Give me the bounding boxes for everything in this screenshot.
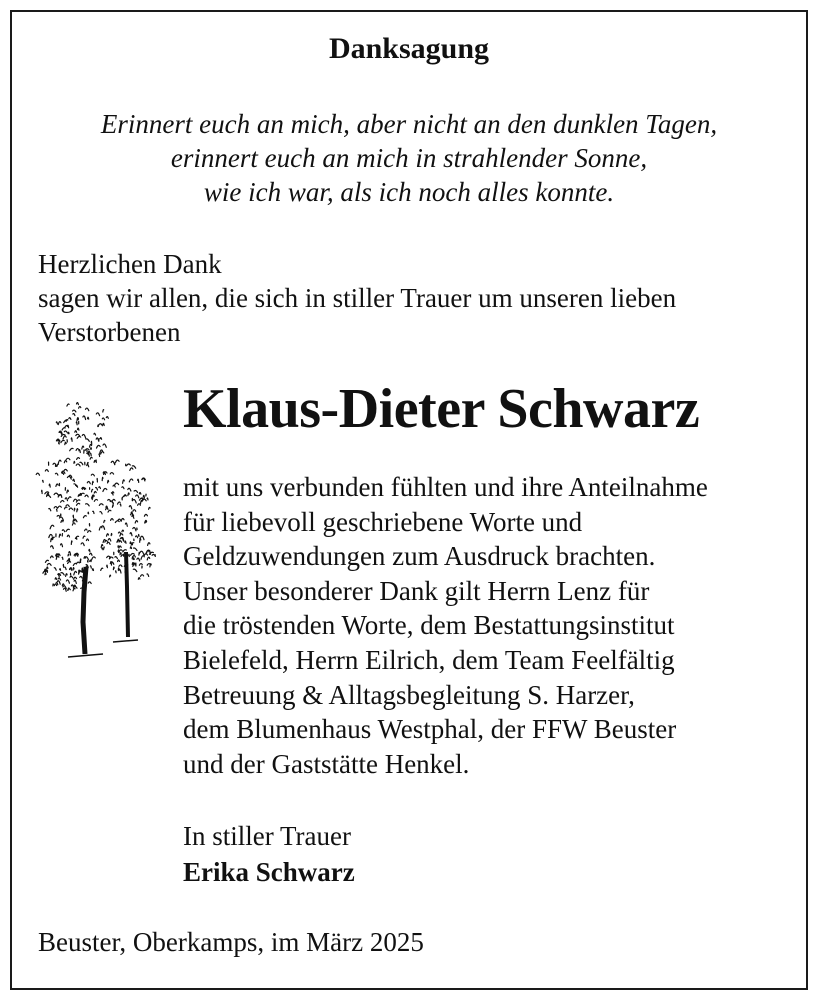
- leaf-stroke: [76, 422, 77, 425]
- leaf-stroke: [94, 491, 96, 493]
- leaf-stroke: [74, 461, 75, 463]
- leaf-stroke: [76, 434, 80, 436]
- leaf-stroke: [111, 519, 114, 521]
- leaf-stroke: [58, 460, 61, 463]
- body-line: für liebevoll geschriebene Worte und: [183, 506, 583, 537]
- leaf-stroke: [65, 498, 67, 501]
- thanks-text: [183, 470, 708, 781]
- leaf-stroke: [130, 468, 133, 471]
- leaf-stroke: [143, 495, 144, 498]
- leaf-stroke: [90, 566, 91, 568]
- leaf-stroke: [83, 536, 85, 538]
- leaf-stroke: [102, 477, 103, 480]
- leaf-stroke: [54, 493, 58, 495]
- leaf-stroke: [118, 539, 119, 542]
- leaf-stroke: [88, 451, 90, 453]
- leaf-stroke: [89, 549, 90, 551]
- leaf-stroke: [86, 504, 90, 506]
- leaf-stroke: [92, 569, 93, 571]
- leaf-stroke: [144, 514, 147, 516]
- leaf-stroke: [80, 576, 82, 578]
- leaf-stroke: [136, 495, 139, 498]
- leaf-stroke: [64, 469, 67, 471]
- leaf-stroke: [106, 508, 108, 510]
- leaf-stroke: [113, 567, 114, 570]
- leaf-stroke: [68, 432, 69, 434]
- leaf-stroke: [62, 473, 64, 475]
- leaf-stroke: [90, 457, 92, 459]
- leaf-stroke: [133, 569, 137, 571]
- leaf-stroke: [136, 536, 138, 538]
- leaf-stroke: [73, 568, 74, 570]
- body-line: dem Blumenhaus Westphal, der FFW Beuster: [183, 714, 677, 745]
- leaf-stroke: [67, 404, 69, 406]
- leaf-stroke: [119, 569, 121, 573]
- leaf-stroke: [138, 578, 140, 580]
- leaf-stroke: [83, 416, 86, 420]
- leaf-stroke: [102, 418, 104, 420]
- leaf-stroke: [110, 575, 111, 577]
- leaf-stroke: [119, 565, 122, 567]
- leaf-stroke: [130, 533, 132, 536]
- leaf-stroke: [75, 431, 77, 433]
- leaf-stroke: [76, 449, 78, 451]
- leaf-stroke: [128, 488, 131, 491]
- leaf-stroke: [100, 438, 101, 440]
- leaf-stroke: [61, 440, 64, 442]
- leaf-stroke: [93, 511, 94, 513]
- leaf-stroke: [121, 519, 124, 521]
- leaf-stroke: [127, 464, 131, 466]
- leaf-stroke: [42, 490, 43, 493]
- intro-line: sagen wir allen, die sich in stiller Trauer um unseren lieben: [38, 283, 677, 313]
- leaf-stroke: [120, 553, 121, 555]
- leaf-stroke: [65, 567, 66, 570]
- leaf-stroke: [69, 508, 72, 510]
- intro-line: Herzlichen Dank: [38, 249, 222, 279]
- leaf-stroke: [59, 534, 60, 537]
- leaf-stroke: [103, 410, 104, 412]
- leaf-stroke: [134, 490, 138, 492]
- leaf-stroke: [139, 534, 140, 536]
- leaf-stroke: [51, 556, 54, 558]
- leaf-stroke: [45, 560, 48, 562]
- leaf-stroke: [47, 567, 48, 569]
- leaf-stroke: [36, 473, 39, 475]
- leaf-stroke: [106, 417, 108, 419]
- leaf-stroke: [68, 588, 69, 590]
- leaf-stroke: [47, 564, 51, 566]
- leaf-stroke: [108, 539, 111, 541]
- leaf-stroke: [96, 438, 98, 440]
- leaf-stroke: [64, 461, 66, 463]
- leaf-stroke: [133, 555, 136, 557]
- leaf-stroke: [45, 470, 48, 472]
- leaf-stroke: [82, 434, 85, 437]
- leaf-stroke: [74, 499, 77, 501]
- leaf-stroke: [85, 529, 87, 531]
- leaf-stroke: [122, 530, 124, 532]
- leaf-stroke: [120, 504, 121, 506]
- leaf-stroke: [62, 428, 65, 430]
- leaf-stroke: [104, 547, 105, 549]
- leaf-stroke: [134, 548, 138, 551]
- leaf-stroke: [66, 505, 69, 507]
- leaf-stroke: [57, 464, 59, 466]
- leaf-stroke: [129, 479, 133, 482]
- leaf-stroke: [47, 495, 51, 497]
- body-line: Geldzuwendungen zum Ausdruck brachten.: [183, 541, 656, 572]
- body-line: und der Gaststätte Henkel.: [183, 748, 470, 779]
- leaf-stroke: [78, 428, 79, 430]
- leaf-stroke: [128, 493, 129, 496]
- leaf-stroke: [118, 532, 120, 534]
- leaf-stroke: [86, 539, 88, 541]
- leaf-stroke: [113, 485, 115, 487]
- leaf-stroke: [58, 506, 61, 508]
- leaf-stroke: [88, 512, 89, 514]
- leaf-stroke: [101, 452, 104, 454]
- leaf-stroke: [107, 534, 109, 536]
- leaf-stroke: [101, 544, 103, 547]
- leaf-stroke: [103, 488, 107, 491]
- deceased-name: Klaus-Dieter Schwarz: [183, 378, 700, 440]
- leaf-stroke: [138, 479, 139, 482]
- leaf-stroke: [54, 568, 56, 571]
- poem: [0, 107, 818, 209]
- leaf-stroke: [66, 529, 69, 531]
- leaf-stroke: [139, 552, 140, 555]
- leaf-stroke: [49, 508, 51, 510]
- leaf-stroke: [67, 425, 68, 428]
- leaf-stroke: [148, 543, 150, 546]
- leaf-stroke: [149, 507, 151, 509]
- leaf-stroke: [57, 515, 60, 517]
- leaf-stroke: [145, 521, 146, 523]
- body-line: Betreuung & Alltagsbegleitung S. Harzer,: [183, 679, 635, 710]
- leaf-stroke: [78, 495, 79, 497]
- leaf-stroke: [101, 568, 103, 570]
- leaf-stroke: [99, 424, 103, 426]
- leaf-stroke: [107, 542, 110, 544]
- intro-text: [38, 247, 676, 349]
- leaf-stroke: [77, 509, 78, 512]
- leaf-stroke: [66, 580, 69, 583]
- leaf-stroke: [142, 478, 145, 481]
- leaf-stroke: [108, 499, 111, 501]
- leaf-stroke: [58, 422, 61, 425]
- leaf-stroke: [125, 523, 127, 526]
- leaf-stroke: [137, 558, 140, 561]
- leaf-stroke: [96, 413, 99, 416]
- leaf-stroke: [50, 525, 54, 529]
- leaf-stroke: [56, 422, 57, 424]
- leaf-stroke: [73, 479, 75, 481]
- leaf-stroke: [94, 461, 95, 463]
- leaf-stroke: [108, 480, 109, 483]
- leaf-stroke: [91, 448, 92, 450]
- leaf-stroke: [111, 461, 114, 463]
- leaf-stroke: [130, 542, 131, 544]
- leaf-stroke: [141, 500, 143, 503]
- leaf-stroke: [73, 410, 76, 412]
- leaf-stroke: [71, 541, 72, 545]
- leaf-stroke: [49, 484, 50, 487]
- leaf-stroke: [77, 458, 80, 460]
- leaf-stroke: [147, 550, 149, 552]
- leaf-stroke: [112, 505, 113, 507]
- leaf-stroke: [133, 558, 134, 560]
- leaf-stroke: [75, 554, 76, 557]
- leaf-stroke: [92, 481, 93, 484]
- leaf-stroke: [93, 495, 95, 498]
- leaf-stroke: [80, 559, 81, 562]
- leaf-stroke: [123, 550, 127, 552]
- leaf-stroke: [100, 512, 102, 514]
- leaf-stroke: [71, 438, 72, 441]
- leaf-stroke: [119, 550, 122, 552]
- leaf-stroke: [66, 574, 68, 577]
- leaf-stroke: [77, 403, 79, 405]
- leaf-stroke: [60, 495, 62, 498]
- leaf-stroke: [55, 578, 56, 580]
- heading: Danksagung: [328, 32, 490, 65]
- leaf-stroke: [133, 510, 136, 512]
- leaf-stroke: [115, 483, 119, 485]
- leaf-stroke: [91, 557, 95, 560]
- leaf-stroke: [115, 557, 118, 559]
- leaf-stroke: [105, 540, 108, 542]
- leaf-stroke: [88, 417, 89, 419]
- leaf-stroke: [71, 585, 73, 588]
- leaf-stroke: [62, 557, 63, 559]
- leaf-stroke: [115, 460, 119, 463]
- leaf-stroke: [65, 442, 66, 444]
- leaf-stroke: [129, 506, 132, 509]
- leaf-stroke: [139, 493, 141, 495]
- body-line: die tröstenden Worte, dem Bestattungsinstitut: [183, 610, 675, 641]
- leaf-stroke: [60, 432, 62, 434]
- leaf-stroke: [125, 541, 126, 543]
- leaf-stroke: [72, 523, 75, 525]
- leaf-stroke: [103, 444, 106, 447]
- leaf-stroke: [61, 501, 64, 503]
- leaf-stroke: [61, 573, 64, 575]
- leaf-stroke: [83, 516, 86, 518]
- leaf-stroke: [59, 441, 60, 443]
- leaf-stroke: [55, 473, 58, 475]
- poem-line: wie ich war, als ich noch alles konnte.: [203, 177, 615, 207]
- leaf-stroke: [77, 436, 81, 438]
- poem-line: Erinnert euch an mich, aber nicht an den dunklen Tagen,: [100, 109, 718, 139]
- leaf-stroke: [70, 448, 73, 450]
- leaf-stroke: [122, 487, 124, 489]
- leaf-stroke: [66, 458, 70, 460]
- leaf-stroke: [119, 546, 121, 548]
- leaf-stroke: [73, 589, 75, 591]
- body-line: Bielefeld, Herrn Eilrich, dem Team Feelfältig: [183, 644, 675, 675]
- intro-line: Verstorbenen: [38, 317, 181, 347]
- leaf-stroke: [63, 436, 66, 439]
- leaf-stroke: [58, 578, 61, 580]
- leaf-stroke: [112, 499, 115, 502]
- leaf-stroke: [79, 407, 81, 409]
- leaf-stroke: [123, 480, 125, 483]
- leaf-stroke: [77, 503, 80, 505]
- poem-line: erinnert euch an mich in strahlender Sonne,: [170, 143, 648, 173]
- leaf-stroke: [51, 538, 52, 541]
- leaf-stroke: [80, 462, 83, 464]
- leaf-stroke: [141, 575, 144, 577]
- leaf-stroke: [74, 580, 76, 583]
- leaf-stroke: [54, 507, 57, 509]
- leaf-stroke: [99, 454, 100, 456]
- body-line: mit uns verbunden fühlten und ihre Anteilnahme: [183, 472, 708, 502]
- leaf-stroke: [64, 431, 67, 433]
- leaf-stroke: [86, 408, 89, 411]
- leaf-stroke: [65, 507, 67, 509]
- leaf-stroke: [87, 481, 90, 483]
- leaf-stroke: [147, 557, 150, 560]
- leaf-stroke: [107, 556, 111, 558]
- leaf-stroke: [74, 571, 77, 574]
- signature-name: Erika Schwarz: [183, 857, 355, 887]
- leaf-stroke: [61, 544, 63, 547]
- leaf-stroke: [67, 535, 69, 537]
- leaf-stroke: [110, 473, 113, 475]
- leaf-stroke: [135, 521, 137, 523]
- leaf-stroke: [120, 534, 123, 536]
- leaf-stroke: [60, 569, 61, 571]
- leaf-stroke: [82, 446, 84, 449]
- leaf-stroke: [88, 531, 91, 533]
- leaf-stroke: [56, 484, 58, 486]
- leaf-stroke: [85, 495, 88, 497]
- leaf-stroke: [102, 548, 103, 550]
- leaf-stroke: [69, 418, 71, 420]
- leaf-stroke: [143, 499, 147, 501]
- leaf-stroke: [118, 560, 120, 562]
- leaf-stroke: [90, 444, 92, 447]
- leaf-stroke: [111, 562, 112, 565]
- leaf-stroke: [99, 487, 101, 489]
- leaf-stroke: [94, 499, 97, 501]
- leaf-stroke: [96, 488, 98, 491]
- leaf-stroke: [45, 573, 46, 575]
- leaf-stroke: [86, 439, 90, 441]
- leaf-stroke: [76, 464, 80, 466]
- leaf-stroke: [53, 584, 54, 586]
- leaf-stroke: [92, 489, 93, 492]
- leaf-stroke: [97, 445, 101, 448]
- leaf-stroke: [107, 565, 108, 568]
- leaf-stroke: [116, 571, 117, 573]
- leaf-stroke: [91, 474, 94, 476]
- leaf-stroke: [129, 554, 130, 556]
- leaf-stroke: [90, 553, 92, 555]
- leaf-stroke: [130, 547, 131, 549]
- leaf-stroke: [147, 574, 149, 577]
- leaf-stroke: [51, 546, 54, 549]
- leaf-stroke: [74, 577, 77, 579]
- leaf-stroke: [70, 576, 73, 578]
- leaf-stroke: [68, 497, 71, 499]
- leaf-stroke: [133, 528, 136, 531]
- leaf-stroke: [133, 500, 137, 503]
- leaf-stroke: [62, 530, 64, 532]
- leaf-stroke: [61, 520, 63, 522]
- leaf-stroke: [147, 498, 148, 500]
- leaf-stroke: [59, 574, 60, 577]
- leaf-stroke: [67, 490, 69, 493]
- leaf-stroke: [74, 508, 75, 511]
- body-line: Unser besonderer Dank gilt Herrn Lenz für: [183, 575, 650, 606]
- leaf-stroke: [132, 466, 135, 468]
- leaf-stroke: [141, 556, 144, 560]
- leaf-stroke: [139, 564, 142, 566]
- leaf-stroke: [108, 510, 111, 512]
- signature-intro: In stiller Trauer: [183, 821, 351, 851]
- leaf-stroke: [103, 423, 104, 425]
- leaf-stroke: [140, 551, 144, 554]
- leaf-stroke: [91, 453, 92, 455]
- leaf-stroke: [104, 520, 105, 522]
- leaf-stroke: [118, 502, 121, 504]
- leaf-stroke: [79, 450, 80, 453]
- leaf-stroke: [138, 504, 141, 506]
- leaf-stroke: [54, 584, 56, 586]
- leaf-stroke: [94, 433, 96, 435]
- leaf-stroke: [99, 504, 103, 506]
- leaf-stroke: [144, 554, 147, 556]
- leaf-stroke: [56, 556, 59, 559]
- leaf-stroke: [115, 521, 119, 523]
- leaf-stroke: [57, 509, 58, 511]
- leaf-stroke: [68, 554, 69, 556]
- leaf-stroke: [111, 533, 112, 535]
- leaf-stroke: [88, 582, 91, 584]
- place-date: Beuster, Oberkamps, im März 2025: [38, 927, 424, 957]
- tree-drawing: [28, 392, 168, 664]
- leaf-stroke: [81, 543, 84, 546]
- leaf-stroke: [43, 480, 44, 482]
- leaf-stroke: [73, 414, 75, 416]
